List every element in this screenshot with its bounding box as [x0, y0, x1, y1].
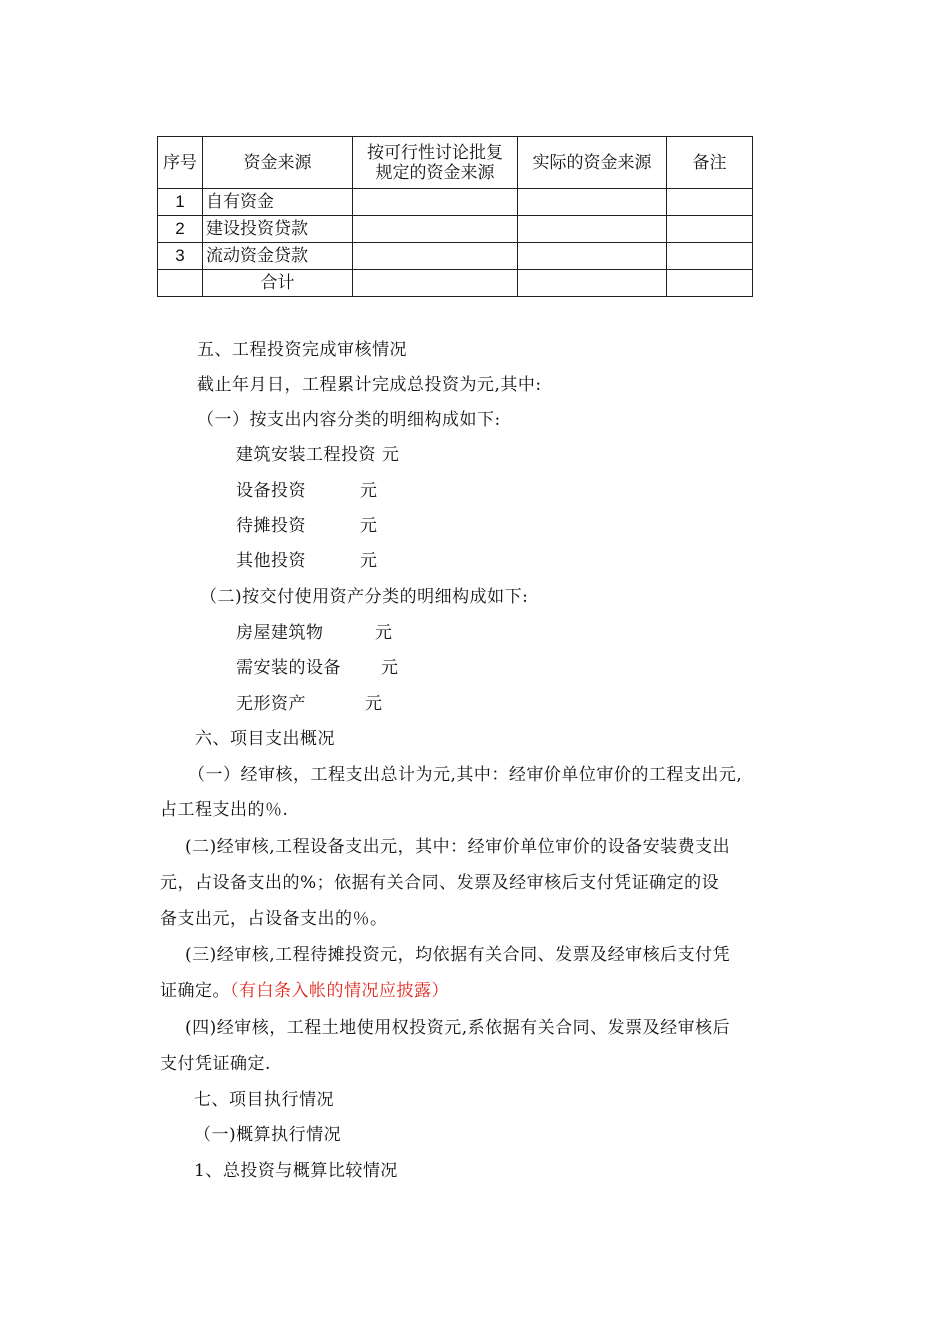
item-unit: 元: [360, 481, 378, 501]
row-cell-empty: [353, 216, 518, 243]
total-label: 合计: [203, 270, 353, 297]
section6-p4-line2: 支付凭证确定.: [160, 1054, 271, 1074]
item-unit: 元: [381, 445, 400, 465]
header-no: 序号: [158, 137, 203, 189]
list-item: [236, 653, 399, 678]
row-source: 流动资金贷款: [203, 243, 353, 270]
row-no: 1: [158, 189, 203, 216]
section6-p2-line1: (二)经审核,工程设备支出元，其中：经审价单位审价的设备安装费支出: [185, 837, 731, 857]
item-unit: 元: [360, 516, 378, 536]
header-remarks: 备注: [667, 137, 753, 189]
row-cell-empty: [518, 270, 667, 297]
item-unit: 元: [365, 694, 383, 714]
section6-p2-line2: 元，占设备支出的%；依据有关合同、发票及经审核后支付凭证确定的设: [160, 873, 720, 893]
item-label: 设备投资: [236, 481, 306, 501]
section5-title: 五、工程投资完成审核情况: [197, 340, 407, 360]
table-header-row: [158, 137, 753, 189]
list-item: [236, 689, 383, 714]
row-cell-empty: [353, 243, 518, 270]
header-approved-line2: 规定的资金来源: [375, 162, 495, 183]
list-item: [236, 546, 378, 571]
item-label: 房屋建筑物: [236, 623, 324, 643]
header-approved-line1: 按可行性讨论批复: [367, 142, 503, 163]
section6-p1-line2: 占工程支出的％.: [160, 800, 289, 820]
row-source: 建设投资贷款: [203, 216, 353, 243]
row-cell-empty: [353, 270, 518, 297]
section6-p1-line1: （一）经审核，工程支出总计为元,其中：经审价单位审价的工程支出元,: [188, 765, 743, 785]
list-item: [236, 511, 378, 536]
list-item: [236, 440, 399, 465]
section6-p4-line1: (四)经审核，工程土地使用权投资元,系依据有关合同、发票及经审核后: [185, 1018, 731, 1038]
section6-title: 六、项目支出概况: [195, 729, 335, 749]
row-cell-empty: [667, 270, 753, 297]
row-no: 3: [158, 243, 203, 270]
table-row: [158, 243, 753, 270]
section7-item1: 1、总投资与概算比较情况: [194, 1161, 398, 1181]
item-label: 建筑安装工程投资: [236, 445, 376, 465]
item-label: 其他投资: [236, 551, 306, 571]
row-cell-empty: [158, 270, 203, 297]
section6-p3-line2: [160, 976, 449, 1001]
list-item: [236, 618, 393, 643]
header-source: 资金来源: [203, 137, 353, 189]
list-item: [236, 476, 378, 501]
section6-p2-line3: 备支出元，占设备支出的％。: [160, 909, 388, 929]
item-unit: 元: [360, 551, 378, 571]
row-cell-empty: [353, 189, 518, 216]
section5-intro: 截止年月日，工程累计完成总投资为元,其中:: [197, 375, 542, 395]
item-label: 需安装的设备: [236, 658, 341, 678]
item-label: 无形资产: [236, 694, 306, 714]
table-row: [158, 216, 753, 243]
section5-sub1-title: （一）按支出内容分类的明细构成如下:: [197, 410, 501, 430]
row-cell-empty: [518, 243, 667, 270]
section7-title: 七、项目执行情况: [194, 1090, 334, 1110]
item-unit: 元: [375, 623, 393, 643]
item-unit: 元: [381, 658, 399, 678]
section5-sub2-title: （二)按交付使用资产分类的明细构成如下:: [200, 587, 529, 607]
p3-red-note: （有白条入帐的情况应披露）: [230, 981, 449, 1001]
row-cell-empty: [518, 189, 667, 216]
section6-p3-line1: (三)经审核,工程待摊投资元，均依据有关合同、发票及经审核后支付凭: [185, 945, 731, 965]
row-source: 自有资金: [203, 189, 353, 216]
table-row: [158, 189, 753, 216]
header-approved-source: [353, 137, 518, 189]
p3-line2-text: 证确定。: [160, 981, 230, 1001]
section7-sub1: （一)概算执行情况: [194, 1125, 342, 1145]
table-total-row: [158, 270, 753, 297]
row-cell-empty: [667, 216, 753, 243]
row-no: 2: [158, 216, 203, 243]
row-cell-empty: [667, 243, 753, 270]
funding-source-table: [157, 136, 753, 297]
row-cell-empty: [667, 189, 753, 216]
item-label: 待摊投资: [236, 516, 306, 536]
row-cell-empty: [518, 216, 667, 243]
header-actual-source: 实际的资金来源: [518, 137, 667, 189]
